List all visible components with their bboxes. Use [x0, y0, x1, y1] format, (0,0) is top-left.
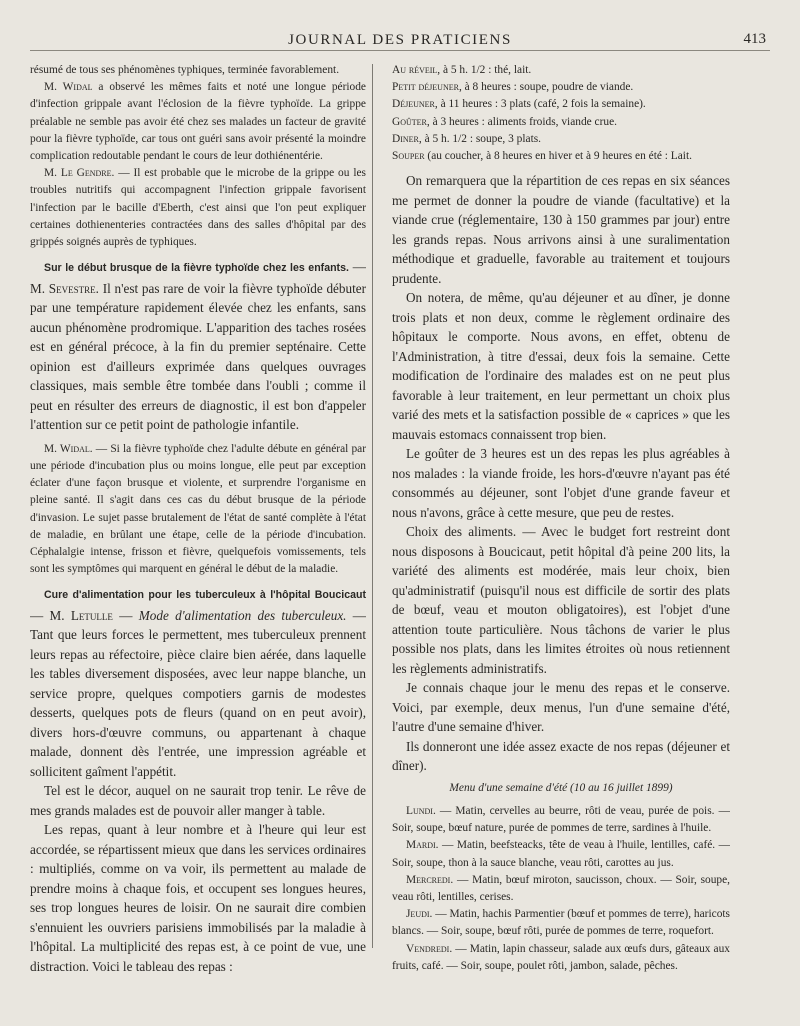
- menu-day: [392, 906, 730, 940]
- meal-item: [392, 131, 730, 148]
- article-title: Mode d'alimentation des tuberculeux.: [138, 607, 347, 623]
- paragraph-text: On remarquera que la répartition de ces repas en six séances me permet de donner la poudre de viande (facultative) et la viande crue (réglementaire, 130 à 150 grammes par jour) entre les grands repas. Nous arrivons ainsi à une suralimentation méthodique et graduelle, favorable au traitement et toujours prudente.: [392, 173, 730, 286]
- day-name: Vendredi.: [406, 942, 453, 955]
- paragraph-text: Tel est le décor, auquel on ne saurait trop tenir. Le rêve de mes grands malades est de pouvoir aller manger à table.: [30, 783, 366, 818]
- paragraph-repas: [30, 820, 366, 976]
- meal-item: [392, 114, 730, 131]
- paragraph-gouter: [392, 444, 730, 522]
- speaker-name: M. Sevestre.: [30, 280, 99, 296]
- paragraph-text: On notera, de même, qu'au déjeuner et au dîner, je donne trois plats et non deux, comme le règlement ordinaire des hôpitaux le comporte. Nous avons, en effet, obtenu de l'Administration, à titre d'essai, deux fois la semaine. Cette modification de l'ordinaire des malades est on ne peut plus favorable à leur traitement, en leur permettant un choix plus varié des mets et la satisfaction possible de « caprices » que les mauvais estomacs connaissent trop bien.: [392, 290, 730, 442]
- section-heading: Sur le début brusque de la fièvre typhoïde chez les enfants.: [44, 262, 349, 275]
- section-cure-alimentation: [30, 584, 366, 781]
- paragraph-intro: [30, 62, 366, 79]
- menu-text: — Matin, cervelles au beurre, rôti de veau, purée de pois. — Soir, soupe, bœuf nature, purée de pommes de terre, sardines à l'huile.: [392, 804, 730, 835]
- meal-item: [392, 148, 730, 165]
- meal-text: à 5 h. 1/2 : thé, lait.: [440, 64, 532, 76]
- menu-title: Menu d'une semaine d'été (10 au 16 juillet 1899): [449, 781, 673, 794]
- meal-name: Diner,: [392, 132, 422, 145]
- paragraph-widal-2: [30, 441, 366, 579]
- menu-text: — Matin, bœuf miroton, saucisson, choux. — Soir, soupe, veau rôti, lentilles, cerises.: [392, 873, 730, 903]
- meal-text: (au coucher, à 8 heures en hiver et à 9 heures en été : Lait.: [424, 150, 692, 163]
- running-title: JOURNAL DES PRATICIENS: [288, 32, 512, 48]
- menu-text: — Matin, hachis Parmentier (bœuf et pommes de terre), haricots blancs. — Soir, soupe, bœuf rôti, purée de pommes de terre, roquefort.: [392, 908, 730, 938]
- speaker-name: M. Widal.: [44, 442, 93, 455]
- day-name: Jeudi.: [406, 908, 433, 921]
- paragraph-text: — Il est probable que le microbe de la grippe ou les troubles nutritifs qui accompagnent l'infection grippale favorisent l'infection par le bacille d'Eberth, c'est ainsi que l'on peut expliquer certaines dothienenteries contractées dans des salles d'hôpital par des grippés soignés auprès de typhiques.: [30, 167, 366, 249]
- paragraph-text: Ils donneront une idée assez exacte de nos repas (déjeuner et dîner).: [392, 738, 730, 774]
- day-name: Mardi.: [406, 839, 439, 852]
- speaker-name: M. Le Gendre.: [44, 167, 115, 180]
- paragraph-text: — Tant que leurs forces le permettent, mes tuberculeux prennent leurs repas au réfectoire, pièce claire bien aérée, dans laquelle les tables diversement disposées, avec leur nappe blanche, un service propre, quelques compotiers garnis de modestes desserts, quelques pots de fleurs (quand on en peut avoir), divers hors-d'œuvre communs, ou appartenant à chaque malade, donnent dès l'entrée, une impression agréable et sollicitent gaîment l'appétit.: [30, 607, 366, 779]
- page-number: 413: [743, 31, 766, 47]
- meal-text: à 11 heures : 3 plats (café, 2 fois la semaine).: [437, 98, 646, 111]
- menu-text: — Matin, beefsteacks, tête de veau à l'huile, lentilles, café. — Soir, soupe, thon à la sauce blanche, veau rôti, carottes au jus.: [392, 839, 730, 869]
- paragraph-text: — Si la fièvre typhoïde chez l'adulte débute en général par une période d'incubation plus ou moins longue, elle peut par exception éclater d'une façon brusque et violente, et surprendre l'organisme en pleine santé. Il s'agit dans ces cas du début brusque de la période d'invasion. Le sujet passe brutalement de l'état de santé complète à l'état de maladie, en brûlant une étape, celle de la période d'incubation. Céphalalgie intense, frisson et fièvre, quelquefois vomissements, tels sont les symptômes qui marquent en général le début de la maladie.: [30, 442, 366, 576]
- paragraph-widal-1: [30, 79, 366, 165]
- paragraph-text: a observé les mêmes faits et noté une longue période d'infection grippale avant l'éclosion de la fièvre typhoïde. La grippe préalable ne semble pas avoir été chez ses malades un facteur de gravité pour la fièvre typhoïde, car tous ont guéri sans avoir présenté la moindre complication redoutable pendant le cours de leur dothiénentérie.: [30, 81, 366, 163]
- paragraph-idee: [392, 737, 730, 776]
- menu-day: [392, 837, 730, 871]
- separator: —: [112, 607, 139, 623]
- day-name: Lundi.: [406, 804, 436, 817]
- paragraph-decor: [30, 781, 366, 820]
- speaker-name: M. Widal: [44, 81, 93, 94]
- paragraph-menu-intro: [392, 678, 730, 737]
- right-column: [392, 62, 730, 1014]
- paragraph-text: Le goûter de 3 heures est un des repas les plus agréables à nos malades : la viande froide, les hors-d'œuvre n'ayant pas été consommés au déjeuner, sont l'objet d'une grande faveur et nous n'avons, grâce à cette mesure, que peu de restes.: [392, 446, 730, 520]
- speaker-name: M. Letulle: [49, 607, 113, 623]
- meal-text: à 3 heures : aliments froids, viande crue.: [429, 115, 618, 128]
- meal-item: [392, 96, 730, 113]
- meal-name: Au réveil,: [392, 64, 441, 76]
- meal-schedule: [392, 62, 730, 165]
- separator: —: [348, 259, 366, 275]
- menu-day: [392, 803, 730, 837]
- separator: —: [30, 607, 50, 623]
- paragraph-choix-aliments: [392, 522, 730, 678]
- day-name: Mercredi.: [406, 873, 454, 886]
- section-heading: Cure d'alimentation pour les tuberculeux à l'hôpital Boucicaut: [44, 589, 366, 602]
- paragraph-le-gendre: [30, 165, 366, 251]
- menu-text: — Matin, lapin chasseur, salade aux œufs durs, gâteaux aux fruits, café. — Soir, soupe, poulet rôti, jambon, salade, pêches.: [392, 942, 730, 972]
- meal-name: Goûter,: [392, 115, 430, 128]
- paragraph-repartition: [392, 171, 730, 288]
- paragraph-trois-plats: [392, 288, 730, 444]
- paragraph-text: Il n'est pas rare de voir la fièvre typhoïde débuter par une température rapidement élevée chez les enfants, sans aucun phénomène prodromique. L'apparition des taches rosées est en général précoce, à la fin du premier septénaire. Cette opinion est d'ailleurs exprimée dans quelques ouvrages classiques, mais semble être tombée dans l'oubli ; comme il peut en résulter des erreurs de diagnostic, il est bon d'appeler l'attention sur ce petit point de pathologie infantile.: [30, 280, 366, 433]
- paragraph-text: Je connais chaque jour le menu des repas et le conserve. Voici, par exemple, deux menus, l'un d'une semaine d'été, l'autre d'une semaine d'hiver.: [392, 680, 730, 735]
- meal-name: Petit déjeuner,: [392, 81, 462, 94]
- page-header: [30, 26, 770, 51]
- paragraph-text: résumé de tous ses phénomènes typhiques, terminée favorablement.: [30, 64, 340, 76]
- meal-name: Souper: [392, 150, 425, 163]
- paragraph-text: Choix des aliments. — Avec le budget fort restreint dont nous disposons à Boucicaut, petit hôpital d'à peine 200 lits, la variété des aliments est modérée, mais leur choix, bien qu'administratif (puisqu'il nous est difficile de sortir des plats de bœuf, veau et mouton obligatoires), est l'objet d'une attention toute particulière. Nous tâchons de varier le plus possible nos plats, dans les limites étroites où nous retiennent les règlements administratifs.: [392, 524, 730, 676]
- meal-item: [392, 62, 730, 79]
- summer-menu: [392, 803, 730, 975]
- column-divider: [372, 64, 373, 948]
- meal-text: à 5 h. 1/2 : soupe, 3 plats.: [421, 132, 542, 145]
- paragraph-text: Les repas, quant à leur nombre et à l'heure qui leur est accordée, se répartissent mieux que dans les services ordinaires : multipliés, comme on va voir, ils permettent au malade de prendre moins à chaque fois, et occupent ses longues heures, ses trop longues heures de loisir. On ne saurait dire combien s'ennuient les ouvriers parisiens immobilisés par la maladie à l'hôpital. La multiplicité des repas est, à ce point de vue, une distraction. Voici le tableau des repas :: [30, 822, 366, 974]
- left-column: [30, 62, 366, 1014]
- menu-day: [392, 872, 730, 906]
- meal-item: [392, 79, 730, 96]
- meal-name: Déjeuner,: [392, 98, 438, 111]
- menu-day: [392, 941, 730, 975]
- section-debut-brusque: [30, 257, 366, 435]
- meal-text: à 8 heures : soupe, poudre de viande.: [461, 81, 634, 94]
